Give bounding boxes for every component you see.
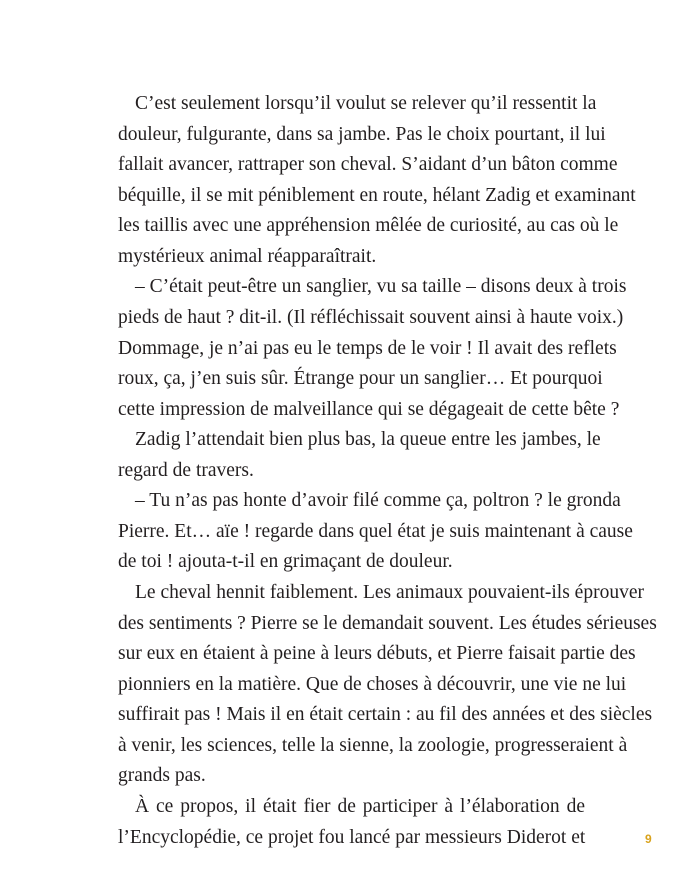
text-line: à venir, les sciences, telle la sienne, la zoologie, progresseraient à <box>118 734 628 756</box>
text-line: suffirait pas ! Mais il en était certain : au fil des années et des siècles <box>118 704 653 726</box>
text-line: de toi ! ajouta-t-il en grimaçant de douleur. <box>118 551 453 573</box>
text-line: douleur, fulgurante, dans sa jambe. Pas le choix pourtant, il lui <box>118 123 606 145</box>
text-line: Pierre. Et… aïe ! regarde dans quel état je suis maintenant à cause <box>118 520 633 542</box>
text-line: des sentiments ? Pierre se le demandait souvent. Les études sérieuses <box>118 612 657 634</box>
text-line: grands pas. <box>118 765 206 787</box>
text-line: fallait avancer, rattraper son cheval. S’aidant d’un bâton comme <box>118 154 618 176</box>
text-line: roux, ça, j’en suis sûr. Étrange pour un sanglier… Et pourquoi <box>118 368 603 390</box>
text-line: mystérieux animal réapparaîtrait. <box>118 245 377 267</box>
text-line: – C’était peut-être un sanglier, vu sa taille – disons deux à trois <box>135 276 627 298</box>
page-number: 9 <box>645 832 652 846</box>
text-line: pionniers en la matière. Que de choses à découvrir, une vie ne lui <box>118 673 627 695</box>
text-line: l’Encyclopédie, ce projet fou lancé par messieurs Diderot et <box>118 826 586 848</box>
text-line: Zadig l’attendait bien plus bas, la queue entre les jambes, le <box>135 429 601 451</box>
text-line: béquille, il se mit péniblement en route, hélant Zadig et examinant <box>118 184 636 206</box>
text-line: À ce propos, il était fier de participer à l’élaboration de <box>135 795 585 817</box>
body-text <box>118 89 657 853</box>
text-line: Dommage, je n’ai pas eu le temps de le voir ! Il avait des reflets <box>118 337 617 359</box>
text-line: Le cheval hennit faiblement. Les animaux pouvaient-ils éprouver <box>135 582 644 603</box>
text-line: les taillis avec une appréhension mêlée de curiosité, au cas où le <box>118 215 619 237</box>
text-line: regard de travers. <box>118 459 254 481</box>
text-line: pieds de haut ? dit-il. (Il réfléchissait souvent ainsi à haute voix.) <box>118 306 624 328</box>
text-line: C’est seulement lorsqu’il voulut se relever qu’il ressentit la <box>135 93 597 114</box>
text-line: – Tu n’as pas honte d’avoir filé comme ça, poltron ? le gronda <box>135 490 621 512</box>
text-line: cette impression de malveillance qui se dégageait de cette bête ? <box>118 398 620 420</box>
text-line: sur eux en étaient à peine à leurs débuts, et Pierre faisait partie des <box>118 643 636 665</box>
